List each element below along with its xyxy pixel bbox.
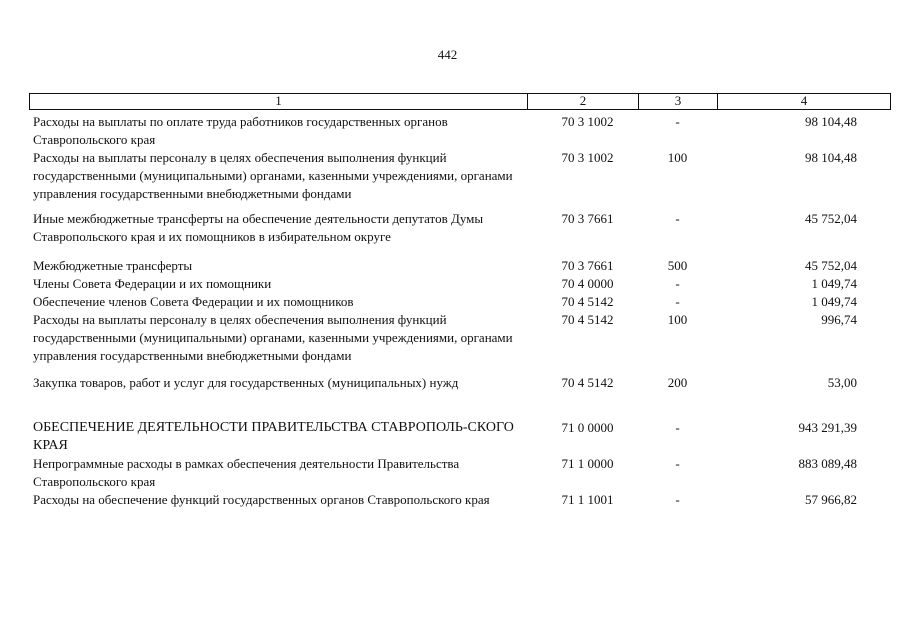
column-header-3: 3 <box>639 94 718 109</box>
column-header-4: 4 <box>800 93 808 108</box>
row-amount: 996,74 <box>821 312 857 327</box>
row-code: 71 1 1001 <box>561 492 614 507</box>
row-type: - <box>675 276 680 291</box>
row-name: Расходы на выплаты персоналу в целях обеспечения выполнения функций государственными (муниципальными) органами, казенными учреждениями, органами управления государственными внебюджетными фондами <box>33 312 513 363</box>
row-name: Расходы на выплаты по оплате труда работников государственных органов Ставропольского края <box>33 114 448 147</box>
row-type: 500 <box>667 258 688 273</box>
row-type: - <box>675 294 680 309</box>
row-code: 71 0 0000 <box>561 420 614 435</box>
row-code: 70 3 1002 <box>561 150 614 165</box>
row-type: 100 <box>667 312 688 327</box>
column-header-1: 1 <box>30 94 528 109</box>
row-amount: 1 049,74 <box>811 276 857 291</box>
row-name: Расходы на выплаты персоналу в целях обеспечения выполнения функций государственными (муниципальными) органами, казенными учреждениями, органами управления государственными внебюджетными фондами <box>33 150 513 201</box>
row-code: 70 3 1002 <box>561 114 614 129</box>
row-amount: 45 752,04 <box>805 211 857 226</box>
row-type: 200 <box>667 375 688 390</box>
row-amount: 98 104,48 <box>805 150 857 165</box>
row-name: Иные межбюджетные трансферты на обеспечение деятельности депутатов Думы Ставропольского края и их помощников в избирательном округе <box>33 211 484 244</box>
row-type: - <box>675 492 680 507</box>
row-name: Обеспечение членов Совета Федерации и их помощников <box>33 294 354 309</box>
row-code: 70 4 0000 <box>561 276 614 291</box>
row-type: - <box>675 114 680 129</box>
table-header <box>29 93 891 110</box>
row-amount: 883 089,48 <box>798 456 857 471</box>
row-amount: 1 049,74 <box>811 294 857 309</box>
row-name: ОБЕСПЕЧЕНИЕ ДЕЯТЕЛЬНОСТИ ПРАВИТЕЛЬСТВА СТАВРОПОЛЬ-СКОГО КРАЯ <box>33 420 514 453</box>
row-type: - <box>675 211 680 226</box>
row-code: 70 4 5142 <box>561 312 614 327</box>
row-name: Закупка товаров, работ и услуг для государственных (муниципальных) нужд <box>33 375 459 390</box>
row-code: 70 3 7661 <box>561 211 614 226</box>
row-name: Непрограммные расходы в рамках обеспечения деятельности Правительства Ставропольского края <box>33 456 460 489</box>
page-number: 442 <box>437 47 458 62</box>
row-code: 71 1 0000 <box>561 456 614 471</box>
row-type: - <box>675 420 680 435</box>
row-amount: 943 291,39 <box>798 420 857 435</box>
row-name: Межбюджетные трансферты <box>33 258 193 273</box>
row-amount: 98 104,48 <box>805 114 857 129</box>
column-header-2: 2 <box>528 94 639 109</box>
row-amount: 45 752,04 <box>805 258 857 273</box>
row-type: - <box>675 456 680 471</box>
row-name: Члены Совета Федерации и их помощники <box>33 276 272 291</box>
row-amount: 53,00 <box>827 375 857 390</box>
row-amount: 57 966,82 <box>805 492 857 507</box>
row-type: 100 <box>667 150 688 165</box>
row-name: Расходы на обеспечение функций государственных органов Ставропольского края <box>33 492 490 507</box>
row-code: 70 4 5142 <box>561 375 614 390</box>
row-code: 70 3 7661 <box>561 258 614 273</box>
row-code: 70 4 5142 <box>561 294 614 309</box>
